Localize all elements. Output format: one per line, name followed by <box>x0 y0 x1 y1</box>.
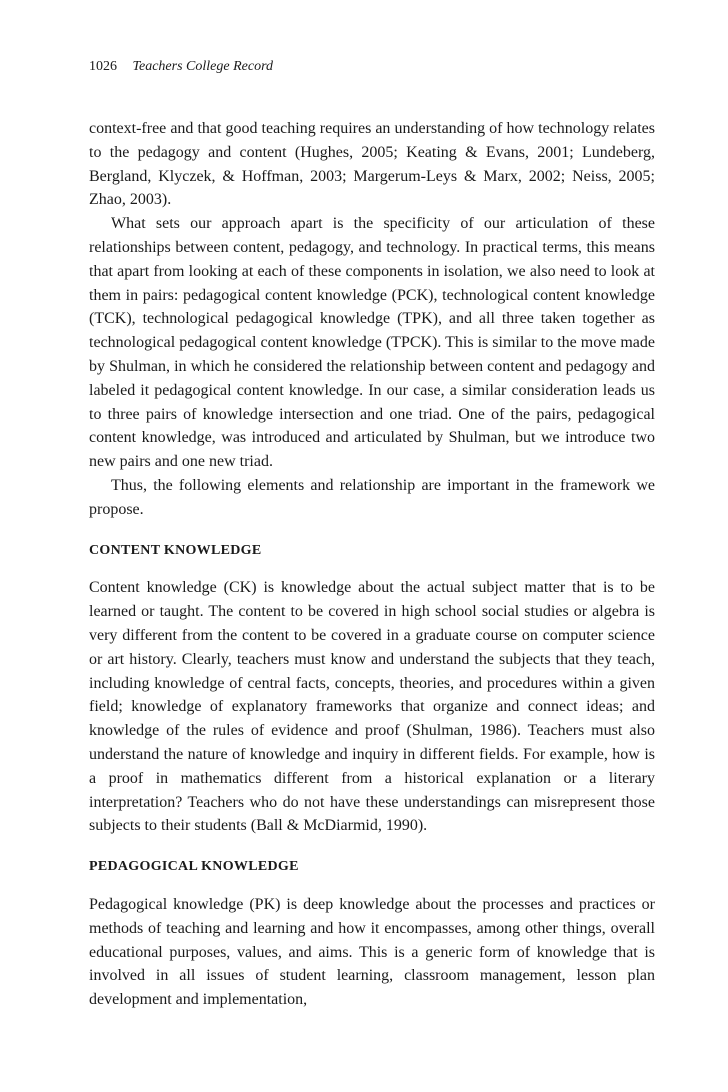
spacer <box>89 879 655 893</box>
section-heading-pedagogical-knowledge: PEDAGOGICAL KNOWLEDGE <box>89 859 299 875</box>
spacer <box>89 562 655 576</box>
paragraph-content-knowledge: Content knowledge (CK) is knowledge about the actual subject matter that is to be learned or taught. The content to be covered in high school social studies or algebra is very different from the content to be covered in a graduate course on computer science or art history. Clearly, teachers must know and understand the subjects that they teach, including knowledge of central facts, concepts, theories, and procedures within a given field; knowledge of explanatory frameworks that organize and connect ideas; and knowledge of the rules of evidence and proof (Shulman, 1986). Teachers must also understand the nature of knowledge and inquiry in different fields. For example, how is a proof in mathematics different from a historical explanation or a literary interpretation? Teachers who do not have these understandings can misrepresent those subjects to their students (Ball & McDiarmid, 1990). <box>89 579 655 835</box>
page-number: 1026 <box>89 59 117 74</box>
paragraph-continuation: context-free and that good teaching requires an understanding of how technology relates to the pedagogy and content (Hughes, 2005; Keating & Evans, 2001; Lundeberg, Bergland, Klyczek, & Hoffman, 2003; Margerum-Leys & Marx, 2002; Neiss, 2005; Zhao, 2003). <box>89 120 655 209</box>
spacer <box>89 838 655 855</box>
paragraph-approach: What sets our approach apart is the specificity of our articulation of these relationships between content, pedagogy, and technology. In practical terms, this means that apart from looking at each of these components in isolation, we also need to look at them in pairs: pedagogical content knowledge (PCK), technological content knowledge (TCK), technological pedagogical knowledge (TPK), and all three taken together as technological pedagogical content knowledge (TPCK). This is similar to the move made by Shulman, in which he considered the relationship between content and pedagogy and labeled it pedagogical content knowledge. In our case, a similar consideration leads us to three pairs of knowledge intersection and one triad. One of the pairs, pedagogical content knowledge, was introduced and articulated by Shulman, but we introduce two new pairs and one new triad. <box>89 215 655 471</box>
running-head <box>89 57 273 77</box>
paragraph-pedagogical-knowledge: Pedagogical knowledge (PK) is deep knowledge about the processes and practices or methods of teaching and learning and how it encompasses, among other things, overall educational purposes, values, and aims. This is a generic form of knowledge that is involved in all issues of student learning, classroom management, lesson plan development and implementation, <box>89 895 655 1009</box>
journal-title: Teachers College Record <box>132 59 273 74</box>
paragraph-framework-intro: Thus, the following elements and relationship are important in the framework we propose. <box>89 476 655 518</box>
section-heading-content-knowledge: CONTENT KNOWLEDGE <box>89 542 262 558</box>
body-text <box>89 117 655 1012</box>
spacer <box>89 522 655 539</box>
